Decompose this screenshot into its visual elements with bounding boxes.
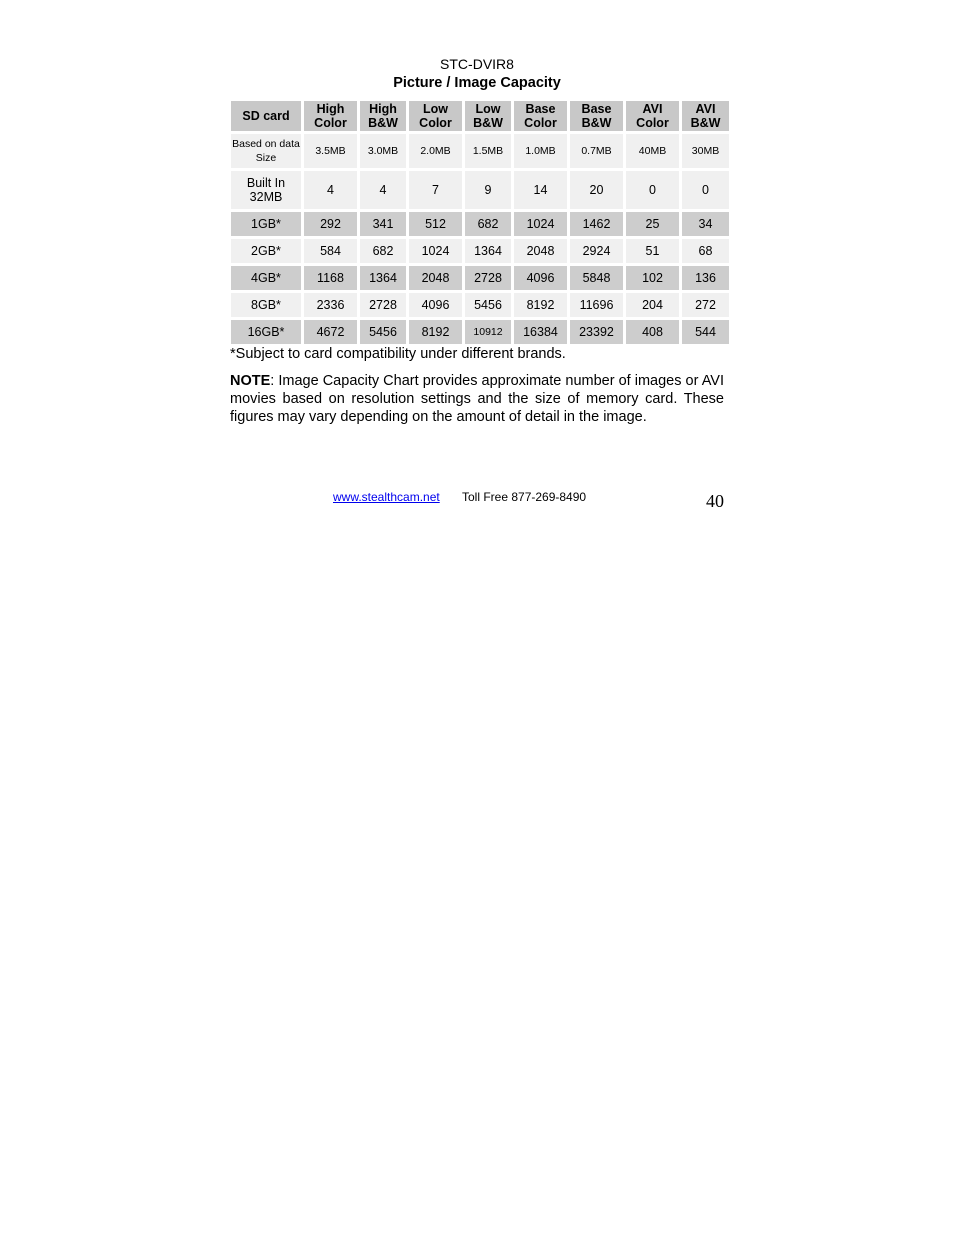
table-cell: 20 — [570, 171, 623, 209]
table-cell: Based on data Size — [231, 134, 301, 168]
table-cell: 2728 — [465, 266, 511, 290]
table-cell: 4 — [360, 171, 406, 209]
table-row — [231, 171, 729, 209]
table-cell: 16GB* — [231, 320, 301, 344]
table-cell: 3.0MB — [360, 134, 406, 168]
table-row — [231, 293, 729, 317]
table-cell: 8GB* — [231, 293, 301, 317]
table-row — [231, 239, 729, 263]
header-avi-color: AVI Color — [626, 101, 679, 131]
header-avi-bw: AVI B&W — [682, 101, 729, 131]
header-base-bw: Base B&W — [570, 101, 623, 131]
table-cell: 3.5MB — [304, 134, 357, 168]
page-number: 40 — [706, 491, 724, 511]
header-high-color: High Color — [304, 101, 357, 131]
table-cell: 4096 — [409, 293, 462, 317]
table-row — [231, 266, 729, 290]
table-cell: 14 — [514, 171, 567, 209]
table-cell: 8192 — [514, 293, 567, 317]
table-cell: 30MB — [682, 134, 729, 168]
table-cell: 40MB — [626, 134, 679, 168]
header-base-color: Base Color — [514, 101, 567, 131]
table-cell: 4096 — [514, 266, 567, 290]
header-low-bw: Low B&W — [465, 101, 511, 131]
table-cell: 25 — [626, 212, 679, 236]
table-cell: 9 — [465, 171, 511, 209]
table-cell: 11696 — [570, 293, 623, 317]
table-header-row — [231, 101, 729, 131]
table-cell: 34 — [682, 212, 729, 236]
table-row — [231, 134, 729, 168]
table-cell: 2336 — [304, 293, 357, 317]
table-cell: 4672 — [304, 320, 357, 344]
table-cell: 1024 — [514, 212, 567, 236]
table-cell: 0.7MB — [570, 134, 623, 168]
table-cell: 136 — [682, 266, 729, 290]
table-cell: 2GB* — [231, 239, 301, 263]
table-cell: 0 — [626, 171, 679, 209]
table-cell: 4GB* — [231, 266, 301, 290]
table-cell: 292 — [304, 212, 357, 236]
note-text: : Image Capacity Chart provides approximate number of images or AVI movies based on resolution settings and the size of memory card. These figures may vary depending on the amount of detail in the image. — [230, 373, 724, 425]
table-cell: 8192 — [409, 320, 462, 344]
note-label: NOTE — [230, 373, 271, 389]
table-cell: Built In 32MB — [231, 171, 301, 209]
table-cell: 584 — [304, 239, 357, 263]
table-cell: 272 — [682, 293, 729, 317]
table-cell: 2728 — [360, 293, 406, 317]
table-cell: 1.5MB — [465, 134, 511, 168]
table-cell: 5456 — [360, 320, 406, 344]
table-cell: 1462 — [570, 212, 623, 236]
table-cell: 1024 — [409, 239, 462, 263]
table-cell: 408 — [626, 320, 679, 344]
compatibility-footnote: *Subject to card compatibility under different brands. — [230, 346, 566, 362]
table-cell: 1168 — [304, 266, 357, 290]
table-cell: 16384 — [514, 320, 567, 344]
table-cell: 7 — [409, 171, 462, 209]
table-cell: 2048 — [409, 266, 462, 290]
table-cell: 341 — [360, 212, 406, 236]
table-cell: 2048 — [514, 239, 567, 263]
header-sd-card: SD card — [231, 101, 301, 131]
table-cell: 1364 — [465, 239, 511, 263]
table-cell: 544 — [682, 320, 729, 344]
toll-free-phone: Toll Free 877-269-8490 — [462, 490, 587, 504]
table-row — [231, 320, 729, 344]
table-cell: 5456 — [465, 293, 511, 317]
table-cell: 204 — [626, 293, 679, 317]
note-paragraph — [230, 372, 724, 426]
table-cell: 512 — [409, 212, 462, 236]
table-cell: 51 — [626, 239, 679, 263]
page-title: Picture / Image Capacity — [393, 75, 561, 91]
table-cell: 0 — [682, 171, 729, 209]
table-cell: 2.0MB — [409, 134, 462, 168]
table-cell: 10912 — [465, 320, 511, 344]
table-cell: 1.0MB — [514, 134, 567, 168]
website-link[interactable]: www.stealthcam.net — [333, 490, 440, 504]
table-cell: 102 — [626, 266, 679, 290]
table-cell: 2924 — [570, 239, 623, 263]
table-cell: 23392 — [570, 320, 623, 344]
header-low-color: Low Color — [409, 101, 462, 131]
table-cell: 1GB* — [231, 212, 301, 236]
table-row — [231, 212, 729, 236]
table-cell: 4 — [304, 171, 357, 209]
table-cell: 682 — [360, 239, 406, 263]
table-cell: 5848 — [570, 266, 623, 290]
table-cell: 1364 — [360, 266, 406, 290]
table-cell: 68 — [682, 239, 729, 263]
table-cell: 682 — [465, 212, 511, 236]
header-high-bw: High B&W — [360, 101, 406, 131]
model-name: STC-DVIR8 — [440, 56, 514, 72]
capacity-table — [228, 98, 732, 347]
